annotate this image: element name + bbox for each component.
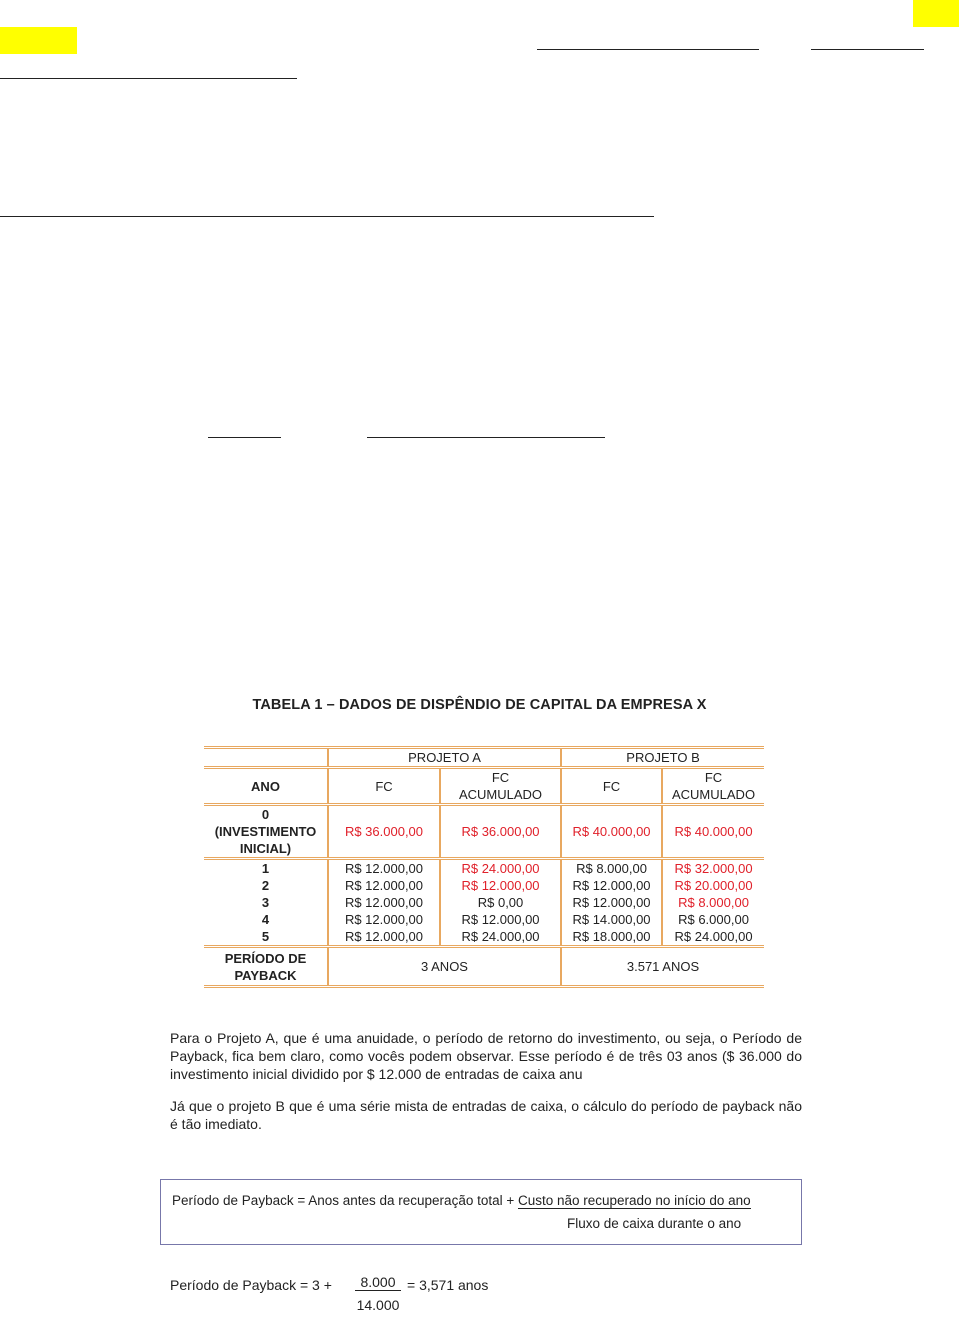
ano-0-line2: (INVESTIMENTO: [214, 824, 317, 839]
b-acum-cell: R$ 32.000,00: [662, 859, 764, 878]
ano-0-line1: 0: [261, 807, 270, 822]
a-acum-cell: R$ 0,00: [440, 894, 561, 911]
payback-label: [204, 947, 328, 987]
underline-6: [367, 437, 605, 438]
calc-numerator: 8.000: [355, 1274, 401, 1291]
formula-denominator: Fluxo de caixa durante o ano: [567, 1216, 742, 1231]
col-a-acum-line1: FC: [491, 770, 510, 785]
underline-2: [811, 49, 924, 50]
col-a-fc-header: FC: [328, 768, 440, 805]
row0-b-fc: R$ 40.000,00: [561, 805, 662, 859]
underline-5: [208, 437, 281, 438]
a-fc-cell: R$ 12.000,00: [328, 894, 440, 911]
calc-lhs: Período de Payback = 3 +: [170, 1277, 332, 1293]
col-b-fc-header: FC: [561, 768, 662, 805]
ano-cell: 2: [261, 878, 270, 893]
row0-a-fc: R$ 36.000,00: [328, 805, 440, 859]
row0-b-acum: R$ 40.000,00: [662, 805, 764, 859]
col-b-acum-header: [662, 768, 764, 805]
calc-result: = 3,571 anos: [407, 1277, 489, 1293]
b-fc-cell: R$ 12.000,00: [561, 877, 662, 894]
col-ano-header: ANO: [204, 768, 328, 805]
highlight-mark-right: [913, 0, 959, 27]
paragraph-project-a: Para o Projeto A, que é uma anuidade, o período de retorno do investimento, ou seja, o Período de Payback, fica bem claro, como vocês podem observar. Esse período é de três 03 anos ($ 36.000 do investimento inicial dividido por $ 12.000 de entradas de caixa anu: [170, 1030, 802, 1082]
payback-label-line2: PAYBACK: [234, 967, 297, 983]
ano-0-line3: INICIAL): [239, 841, 292, 856]
payback-calculation: [170, 1270, 570, 1320]
ano-cell: 1: [204, 859, 328, 878]
formula-lhs: Período de Payback = Anos antes da recuperação total +: [172, 1193, 518, 1208]
row0-a-acum: R$ 36.000,00: [440, 805, 561, 859]
b-fc-cell: R$ 12.000,00: [561, 894, 662, 911]
payback-formula-box: [160, 1179, 802, 1245]
underline-1: [537, 49, 759, 50]
underline-3: [0, 78, 297, 79]
ano-0-cell: [204, 805, 328, 859]
payback-row: [204, 947, 764, 987]
b-acum-cell: R$ 20.000,00: [662, 877, 764, 894]
b-fc-cell: R$ 14.000,00: [561, 911, 662, 928]
b-fc-cell: R$ 8.000,00: [561, 859, 662, 878]
payback-label-line1: PERÍODO DE: [224, 950, 307, 966]
a-fc-cell: R$ 12.000,00: [328, 859, 440, 878]
calc-denominator: 14.000: [356, 1297, 400, 1313]
col-b-acum-line2: ACUMULADO: [671, 787, 756, 802]
a-acum-cell: R$ 12.000,00: [440, 877, 561, 894]
table-row: [204, 928, 764, 947]
empty-header-cell: [204, 748, 328, 768]
table-row: [204, 911, 764, 928]
table-row: [204, 877, 764, 894]
b-acum-cell: R$ 8.000,00: [662, 894, 764, 911]
a-acum-cell: R$ 24.000,00: [440, 928, 561, 947]
b-fc-cell: R$ 18.000,00: [561, 928, 662, 947]
table-row: [204, 859, 764, 878]
a-fc-cell: R$ 12.000,00: [328, 877, 440, 894]
project-a-header: PROJETO A: [328, 748, 561, 768]
underline-4: [0, 216, 654, 217]
payback-b: 3.571 ANOS: [561, 947, 764, 987]
column-header-row: [204, 768, 764, 805]
project-b-header: PROJETO B: [561, 748, 764, 768]
formula-line: [172, 1193, 751, 1208]
a-acum-cell: R$ 12.000,00: [440, 911, 561, 928]
col-a-acum-header: [440, 768, 561, 805]
capital-table: [204, 746, 764, 988]
table-row-initial: [204, 805, 764, 859]
highlight-mark-left: [0, 27, 77, 54]
b-acum-cell: R$ 24.000,00: [662, 928, 764, 947]
project-header-row: [204, 748, 764, 768]
ano-cell: 5: [261, 929, 270, 944]
payback-a: 3 ANOS: [328, 947, 561, 987]
ano-cell: 3: [261, 895, 270, 910]
col-b-acum-line1: FC: [704, 770, 723, 785]
table-title: TABELA 1 – DADOS DE DISPÊNDIO DE CAPITAL DA EMPRESA X: [252, 697, 707, 713]
table-row: [204, 894, 764, 911]
a-fc-cell: R$ 12.000,00: [328, 928, 440, 947]
ano-cell: 4: [261, 912, 270, 927]
a-fc-cell: R$ 12.000,00: [328, 911, 440, 928]
paragraph-project-b: Já que o projeto B que é uma série mista de entradas de caixa, o cálculo do período de payback não é tão imediato.: [170, 1098, 802, 1132]
formula-numerator: Custo não recuperado no início do ano: [517, 1193, 751, 1208]
a-acum-cell: R$ 24.000,00: [440, 859, 561, 878]
col-a-acum-line2: ACUMULADO: [458, 787, 543, 802]
b-acum-cell: R$ 6.000,00: [662, 911, 764, 928]
